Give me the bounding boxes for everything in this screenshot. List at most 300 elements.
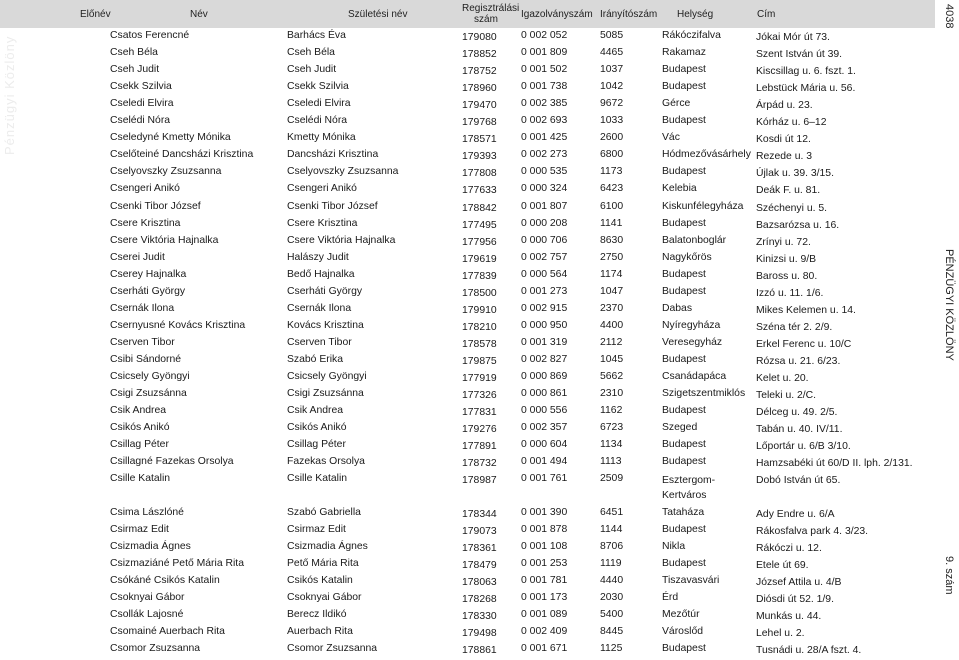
cell-zip: 2600 xyxy=(600,132,624,144)
cell-name: Cserey Hajnalka xyxy=(110,268,187,280)
cell-id-card-number: 0 000 556 xyxy=(521,405,568,417)
cell-birth-name: Csernák Ilona xyxy=(287,302,352,314)
cell-id-card-number: 0 002 273 xyxy=(521,149,568,161)
header-birth-name: Születési név xyxy=(348,9,408,20)
cell-name: Csillagné Fazekas Orsolya xyxy=(110,456,234,468)
cell-registration-number: 177891 xyxy=(462,441,497,453)
cell-city: Gérce xyxy=(662,98,691,110)
cell-address: Bazsarózsa u. 16. xyxy=(756,219,840,231)
cell-city: Kiskunfélegyháza xyxy=(662,200,744,212)
table-row xyxy=(0,218,935,235)
cell-city: Mezőtúr xyxy=(662,609,700,621)
cell-address: Baross u. 80. xyxy=(756,270,818,282)
cell-address: Tabán u. 40. IV/11. xyxy=(756,424,843,436)
cell-zip: 6451 xyxy=(600,506,624,518)
cell-zip: 1141 xyxy=(600,217,623,229)
cell-city: Nyíregyháza xyxy=(662,319,721,331)
cell-id-card-number: 0 002 052 xyxy=(521,30,568,41)
cell-birth-name: Kmetty Mónika xyxy=(287,132,356,144)
cell-name: Csillag Péter xyxy=(110,439,169,451)
cell-registration-number: 178330 xyxy=(462,611,497,623)
cell-registration-number: 177839 xyxy=(462,270,497,282)
page-sidebar xyxy=(935,0,959,597)
cell-city: Csanádapáca xyxy=(662,371,727,382)
cell-zip: 1037 xyxy=(600,64,624,76)
cell-name: Csigi Zsuzsánna xyxy=(110,388,187,400)
cell-birth-name: Csillag Péter xyxy=(287,439,346,451)
cell-id-card-number: 0 001 878 xyxy=(521,523,568,535)
cell-zip: 2310 xyxy=(600,388,624,400)
cell-birth-name: Kovács Krisztina xyxy=(287,319,364,331)
cell-name: Csenki Tibor József xyxy=(110,200,201,212)
table-row xyxy=(0,575,935,592)
cell-birth-name: Csere Krisztina xyxy=(287,217,358,229)
cell-birth-name: Cseledi Elvira xyxy=(287,98,351,110)
table-row xyxy=(0,166,935,183)
cell-id-card-number: 0 000 706 xyxy=(521,234,568,246)
cell-name: Csicsely Gyöngyi xyxy=(110,371,190,382)
table-row xyxy=(0,303,935,320)
cell-address: Rózsa u. 21. 6/23. xyxy=(756,355,841,367)
cell-birth-name: Fazekas Orsolya xyxy=(287,456,365,468)
cell-id-card-number: 0 000 324 xyxy=(521,183,568,195)
cell-registration-number: 178571 xyxy=(462,134,497,146)
cell-id-card-number: 0 002 693 xyxy=(521,115,568,127)
cell-zip: 6100 xyxy=(600,200,624,212)
cell-registration-number: 178344 xyxy=(462,508,497,520)
cell-id-card-number: 0 001 738 xyxy=(521,81,568,93)
cell-city: Hódmezővásárhely xyxy=(662,149,751,161)
cell-city: Budapest xyxy=(662,115,706,127)
cell-name: Cseledi Elvira xyxy=(110,98,174,110)
cell-id-card-number: 0 001 390 xyxy=(521,506,568,518)
cell-zip: 5400 xyxy=(600,609,624,621)
cell-zip: 1119 xyxy=(600,558,622,570)
cell-zip: 2030 xyxy=(600,592,624,604)
cell-id-card-number: 0 001 809 xyxy=(521,47,568,59)
cell-zip: 2750 xyxy=(600,251,624,263)
cell-city: Budapest xyxy=(662,81,706,93)
cell-city: Nikla xyxy=(662,541,686,552)
cell-address: Kinizsi u. 9/B xyxy=(756,253,817,265)
cell-registration-number: 179080 xyxy=(462,32,497,43)
cell-city: Rákóczifalva xyxy=(662,30,721,41)
cell-registration-number: 177633 xyxy=(462,185,497,197)
cell-name: Cserháti György xyxy=(110,285,186,297)
cell-zip: 5085 xyxy=(600,30,624,41)
cell-birth-name: Szabó Erika xyxy=(287,353,344,365)
cell-birth-name: Bedő Hajnalka xyxy=(287,268,355,280)
cell-registration-number: 179768 xyxy=(462,117,497,129)
cell-id-card-number: 0 002 385 xyxy=(521,98,568,110)
cell-registration-number: 179498 xyxy=(462,628,497,640)
cell-address: Teleki u. 2/C. xyxy=(756,390,817,402)
cell-id-card-number: 0 001 273 xyxy=(521,285,568,297)
cell-address: Kórház u. 6–12 xyxy=(756,117,827,129)
cell-birth-name: Csenki Tibor József xyxy=(287,200,378,212)
cell-address: Dobó István út 65. xyxy=(756,475,841,487)
cell-name: Cselőteiné Dancsházi Krisztina xyxy=(110,149,254,161)
cell-city: Budapest xyxy=(662,405,706,417)
cell-address: Délceg u. 49. 2/5. xyxy=(756,407,838,419)
table-row xyxy=(0,286,935,303)
cell-name: Csille Katalin xyxy=(110,473,171,485)
cell-zip: 1162 xyxy=(600,405,623,417)
cell-registration-number: 178987 xyxy=(462,475,497,487)
cell-zip: 2112 xyxy=(600,336,623,348)
cell-registration-number: 178578 xyxy=(462,338,497,350)
cell-birth-name: Cserháti György xyxy=(287,285,363,297)
cell-city: Budapest xyxy=(662,643,706,655)
header-registration-number xyxy=(462,3,520,25)
cell-id-card-number: 0 001 319 xyxy=(521,336,568,348)
cell-city: Vác xyxy=(662,132,680,144)
cell-zip: 6723 xyxy=(600,422,624,434)
cell-birth-name: Cselyovszky Zsuzsanna xyxy=(287,166,399,178)
cell-zip: 2370 xyxy=(600,302,624,314)
cell-city: Budapest xyxy=(662,285,706,297)
cell-address: Rákóczi u. 12. xyxy=(756,543,822,554)
table-row xyxy=(0,337,935,354)
cell-id-card-number: 0 002 915 xyxy=(521,302,568,314)
cell-zip: 9672 xyxy=(600,98,624,110)
table-row xyxy=(0,64,935,81)
table-row xyxy=(0,47,935,64)
cell-birth-name: Csirmaz Edit xyxy=(287,523,346,535)
cell-name: Cseh Béla xyxy=(110,47,158,59)
cell-zip: 1045 xyxy=(600,353,624,365)
cell-zip: 1042 xyxy=(600,81,624,93)
cell-registration-number: 178852 xyxy=(462,49,497,61)
cell-name: Csima Lászlóné xyxy=(110,506,184,518)
cell-zip: 1033 xyxy=(600,115,624,127)
table-row xyxy=(0,643,935,660)
cell-name: Cseh Judit xyxy=(110,64,160,76)
cell-id-card-number: 0 000 861 xyxy=(521,388,568,400)
header-reg-line1: Regisztrálási xyxy=(462,3,520,14)
header-reg-line2: szám xyxy=(474,14,498,25)
cell-address: Rezede u. 3 xyxy=(756,151,813,163)
cell-name: Csikós Anikó xyxy=(110,422,170,434)
table-row xyxy=(0,558,935,575)
table-row xyxy=(0,388,935,405)
cell-address: Szent István út 39. xyxy=(756,49,843,61)
table-row xyxy=(0,30,935,47)
cell-birth-name: Dancsházi Krisztina xyxy=(287,149,379,161)
cell-address: Diósdi út 52. 1/9. xyxy=(756,594,834,606)
cell-registration-number: 178361 xyxy=(462,543,497,554)
cell-city: Esztergom- Kertváros xyxy=(662,475,716,502)
cell-birth-name: Csik Andrea xyxy=(287,405,344,417)
cell-birth-name: Csengeri Anikó xyxy=(287,183,357,195)
issue-number: 9. szám xyxy=(943,556,955,595)
cell-registration-number: 177808 xyxy=(462,168,497,180)
table-row xyxy=(0,609,935,626)
cell-address: Kelet u. 20. xyxy=(756,373,809,384)
cell-city: Tataháza xyxy=(662,506,705,518)
cell-zip: 6423 xyxy=(600,183,624,195)
cell-address: Kosdi út 12. xyxy=(756,134,811,146)
cell-id-card-number: 0 001 108 xyxy=(521,541,568,552)
cell-birth-name: Barhács Éva xyxy=(287,30,346,41)
cell-zip: 1173 xyxy=(600,166,623,178)
cell-address: József Attila u. 4/B xyxy=(756,577,842,589)
cell-address: Etele út 69. xyxy=(756,560,809,572)
table-row xyxy=(0,541,935,558)
cell-address: Széchenyi u. 5. xyxy=(756,202,828,214)
cell-name: Csirmaz Edit xyxy=(110,523,169,535)
table-row xyxy=(0,201,935,218)
cell-name: Csomainé Auerbach Rita xyxy=(110,626,225,638)
cell-name: Csizmaziáné Pető Mária Rita xyxy=(110,558,244,570)
cell-registration-number: 178210 xyxy=(462,321,497,333)
cell-registration-number: 178752 xyxy=(462,66,497,78)
cell-address: Hamzsabéki út 60/D II. lph. 2/131. xyxy=(756,458,913,470)
cell-id-card-number: 0 000 950 xyxy=(521,319,568,331)
cell-city: Balatonboglár xyxy=(662,234,727,246)
cell-registration-number: 179910 xyxy=(462,304,497,316)
cell-birth-name: Auerbach Rita xyxy=(287,626,353,638)
cell-name: Csollák Lajosné xyxy=(110,609,184,621)
header-zip: Irányítószám xyxy=(600,9,658,20)
cell-city: Budapest xyxy=(662,64,706,76)
cell-name: Csibi Sándorné xyxy=(110,353,182,365)
cell-birth-name: Csikós Anikó xyxy=(287,422,347,434)
cell-zip: 8630 xyxy=(600,234,624,246)
cell-address: Erkel Ferenc u. 10/C xyxy=(756,338,852,350)
cell-zip: 1174 xyxy=(600,268,623,280)
cell-address: Munkás u. 44. xyxy=(756,611,822,623)
cell-registration-number: 178861 xyxy=(462,645,497,657)
cell-zip: 4400 xyxy=(600,319,624,331)
cell-city: Budapest xyxy=(662,166,706,178)
cell-id-card-number: 0 001 502 xyxy=(521,64,568,76)
cell-city: Budapest xyxy=(662,268,706,280)
cell-address: Izzó u. 11. 1/6. xyxy=(756,287,824,299)
cell-name: Cselyovszky Zsuzsanna xyxy=(110,166,222,178)
cell-registration-number: 177831 xyxy=(462,407,497,419)
cell-registration-number: 179470 xyxy=(462,100,497,112)
cell-registration-number: 178960 xyxy=(462,83,497,95)
table-row xyxy=(0,473,935,502)
cell-registration-number: 178479 xyxy=(462,560,497,572)
cell-name: Csengeri Anikó xyxy=(110,183,180,195)
publication-title: PÉNZÜGYI KÖZLÖNY xyxy=(943,249,955,361)
cell-zip: 5662 xyxy=(600,371,624,382)
cell-zip: 1113 xyxy=(600,456,622,468)
cell-birth-name: Pető Mária Rita xyxy=(287,558,359,570)
cell-id-card-number: 0 002 409 xyxy=(521,626,568,638)
cell-id-card-number: 0 001 761 xyxy=(521,473,568,485)
cell-registration-number: 177495 xyxy=(462,219,497,231)
cell-birth-name: Csomor Zsuzsanna xyxy=(287,643,378,655)
cell-name: Csomor Zsuzsanna xyxy=(110,643,201,655)
table-row xyxy=(0,252,935,269)
cell-address: Kiscsillag u. 6. fszt. 1. xyxy=(756,66,856,78)
cell-address: Árpád u. 23. xyxy=(756,100,813,112)
table-row xyxy=(0,354,935,371)
header-name: Név xyxy=(190,9,208,20)
cell-id-card-number: 0 002 357 xyxy=(521,422,568,434)
cell-id-card-number: 0 001 807 xyxy=(521,200,568,212)
table-row xyxy=(0,269,935,286)
cell-id-card-number: 0 001 173 xyxy=(521,592,568,604)
table-row xyxy=(0,524,935,541)
cell-id-card-number: 0 000 564 xyxy=(521,268,568,280)
cell-name: Csatos Ferencné xyxy=(110,30,190,41)
cell-registration-number: 179393 xyxy=(462,151,497,163)
cell-id-card-number: 0 001 494 xyxy=(521,456,568,468)
cell-address: Zrínyi u. 72. xyxy=(756,236,811,248)
cell-id-card-number: 0 001 425 xyxy=(521,132,568,144)
cell-name: Cselédi Nóra xyxy=(110,115,171,127)
header-id-card-number: Igazolványszám xyxy=(521,9,593,20)
cell-registration-number: 177956 xyxy=(462,236,497,248)
cell-address: Lőportár u. 6/B 3/10. xyxy=(756,441,851,453)
cell-name: Csizmadia Ágnes xyxy=(110,541,191,552)
table-row xyxy=(0,115,935,132)
cell-address: Deák F. u. 81. xyxy=(756,185,821,197)
cell-birth-name: Csere Viktória Hajnalka xyxy=(287,234,396,246)
cell-address: Tusnádi u. 28/A fszt. 4. xyxy=(756,645,862,657)
page-number: 4038 xyxy=(943,4,955,29)
cell-name: Csekk Szilvia xyxy=(110,81,172,93)
cell-registration-number: 177919 xyxy=(462,373,497,384)
cell-name: Csernák Ilona xyxy=(110,302,175,314)
cell-id-card-number: 0 000 208 xyxy=(521,217,568,229)
cell-address: Újlak u. 39. 3/15. xyxy=(756,168,834,180)
cell-id-card-number: 0 000 869 xyxy=(521,371,568,382)
cell-birth-name: Csoknyai Gábor xyxy=(287,592,362,604)
cell-registration-number: 178732 xyxy=(462,458,497,470)
cell-name: Cseledyné Kmetty Mónika xyxy=(110,132,231,144)
cell-address: Jókai Mór út 73. xyxy=(756,32,830,43)
cell-birth-name: Cserven Tibor xyxy=(287,336,352,348)
cell-city: Városlőd xyxy=(662,626,704,638)
cell-city: Kelebia xyxy=(662,183,697,195)
header-city: Helység xyxy=(677,9,714,20)
cell-name: Cserei Judit xyxy=(110,251,165,263)
table-row xyxy=(0,439,935,456)
cell-zip: 6800 xyxy=(600,149,624,161)
cell-registration-number: 179276 xyxy=(462,424,497,436)
cell-birth-name: Cseh Judit xyxy=(287,64,337,76)
table-row xyxy=(0,405,935,422)
cell-id-card-number: 0 000 604 xyxy=(521,439,568,451)
cell-address: Lehel u. 2. xyxy=(756,628,805,640)
cell-city: Budapest xyxy=(662,217,706,229)
cell-registration-number: 179619 xyxy=(462,253,497,265)
cell-name: Csoknyai Gábor xyxy=(110,592,185,604)
cell-id-card-number: 0 001 089 xyxy=(521,609,568,621)
table-row xyxy=(0,592,935,609)
cell-birth-name: Cselédi Nóra xyxy=(287,115,348,127)
cell-name: Csernyusné Kovács Krisztina xyxy=(110,319,246,331)
cell-city: Budapest xyxy=(662,558,706,570)
cell-zip: 8706 xyxy=(600,541,624,552)
cell-zip: 4440 xyxy=(600,575,624,587)
cell-birth-name: Berecz Ildikó xyxy=(287,609,347,621)
cell-birth-name: Csille Katalin xyxy=(287,473,348,485)
table-row xyxy=(0,132,935,149)
cell-address: Lebstück Mária u. 56. xyxy=(756,83,856,95)
cell-address: Rákosfalva park 4. 3/23. xyxy=(756,525,869,537)
table-row xyxy=(0,98,935,115)
table-row xyxy=(0,456,935,473)
cell-zip: 1047 xyxy=(600,285,624,297)
cell-city: Nagykőrös xyxy=(662,251,712,263)
cell-address: Ady Endre u. 6/A xyxy=(756,508,835,520)
cell-birth-name: Csicsely Gyöngyi xyxy=(287,371,367,382)
cell-city: Budapest xyxy=(662,353,706,365)
cell-city: Veresegyház xyxy=(662,336,723,348)
header-prior-name: Előnév xyxy=(80,9,111,20)
cell-registration-number: 177326 xyxy=(462,390,497,402)
cell-birth-name: Szabó Gabriella xyxy=(287,506,361,518)
cell-registration-number: 178500 xyxy=(462,287,497,299)
cell-name: Csik Andrea xyxy=(110,405,167,417)
cell-address: Széna tér 2. 2/9. xyxy=(756,321,833,333)
cell-zip: 2509 xyxy=(600,473,624,485)
cell-city: Budapest xyxy=(662,523,706,535)
cell-name: Csere Krisztina xyxy=(110,217,181,229)
cell-city: Szigetszentmiklós xyxy=(662,388,746,400)
cell-city: Budapest xyxy=(662,439,706,451)
table-row xyxy=(0,320,935,337)
cell-city: Budapest xyxy=(662,456,706,468)
cell-zip: 1134 xyxy=(600,439,623,451)
cell-id-card-number: 0 001 253 xyxy=(521,558,568,570)
table-row xyxy=(0,81,935,98)
cell-birth-name: Csikós Katalin xyxy=(287,575,353,587)
cell-id-card-number: 0 001 781 xyxy=(521,575,568,587)
cell-id-card-number: 0 002 827 xyxy=(521,353,568,365)
table-row xyxy=(0,507,935,524)
cell-birth-name: Csekk Szilvia xyxy=(287,81,349,93)
table-row xyxy=(0,235,935,252)
cell-id-card-number: 0 002 757 xyxy=(521,251,568,263)
cell-birth-name: Csigi Zsuzsánna xyxy=(287,388,364,400)
cell-registration-number: 178063 xyxy=(462,577,497,589)
cell-city: Tiszavasvári xyxy=(662,575,720,587)
cell-registration-number: 178842 xyxy=(462,202,497,214)
cell-birth-name: Cseh Béla xyxy=(287,47,335,59)
cell-city: Rakamaz xyxy=(662,47,706,59)
cell-name: Csókáné Csikós Katalin xyxy=(110,575,220,587)
cell-name: Csere Viktória Hajnalka xyxy=(110,234,219,246)
watermark: Pénzügyi Közlöny xyxy=(2,35,17,155)
cell-address: Mikes Kelemen u. 14. xyxy=(756,304,856,316)
table-row xyxy=(0,149,935,166)
cell-city: Szeged xyxy=(662,422,698,434)
cell-registration-number: 179073 xyxy=(462,525,497,537)
cell-zip: 1144 xyxy=(600,523,623,535)
table-row xyxy=(0,371,935,388)
cell-birth-name: Halászy Judit xyxy=(287,251,349,263)
cell-id-card-number: 0 000 535 xyxy=(521,166,568,178)
table-row xyxy=(0,422,935,439)
cell-registration-number: 179875 xyxy=(462,355,497,367)
table-header xyxy=(0,0,935,28)
table-row xyxy=(0,183,935,200)
cell-zip: 4465 xyxy=(600,47,624,59)
cell-zip: 8445 xyxy=(600,626,624,638)
cell-city: Érd xyxy=(662,592,679,604)
cell-registration-number: 178268 xyxy=(462,594,497,606)
cell-birth-name: Csizmadia Ágnes xyxy=(287,541,368,552)
cell-city: Dabas xyxy=(662,302,693,314)
table-row xyxy=(0,626,935,643)
